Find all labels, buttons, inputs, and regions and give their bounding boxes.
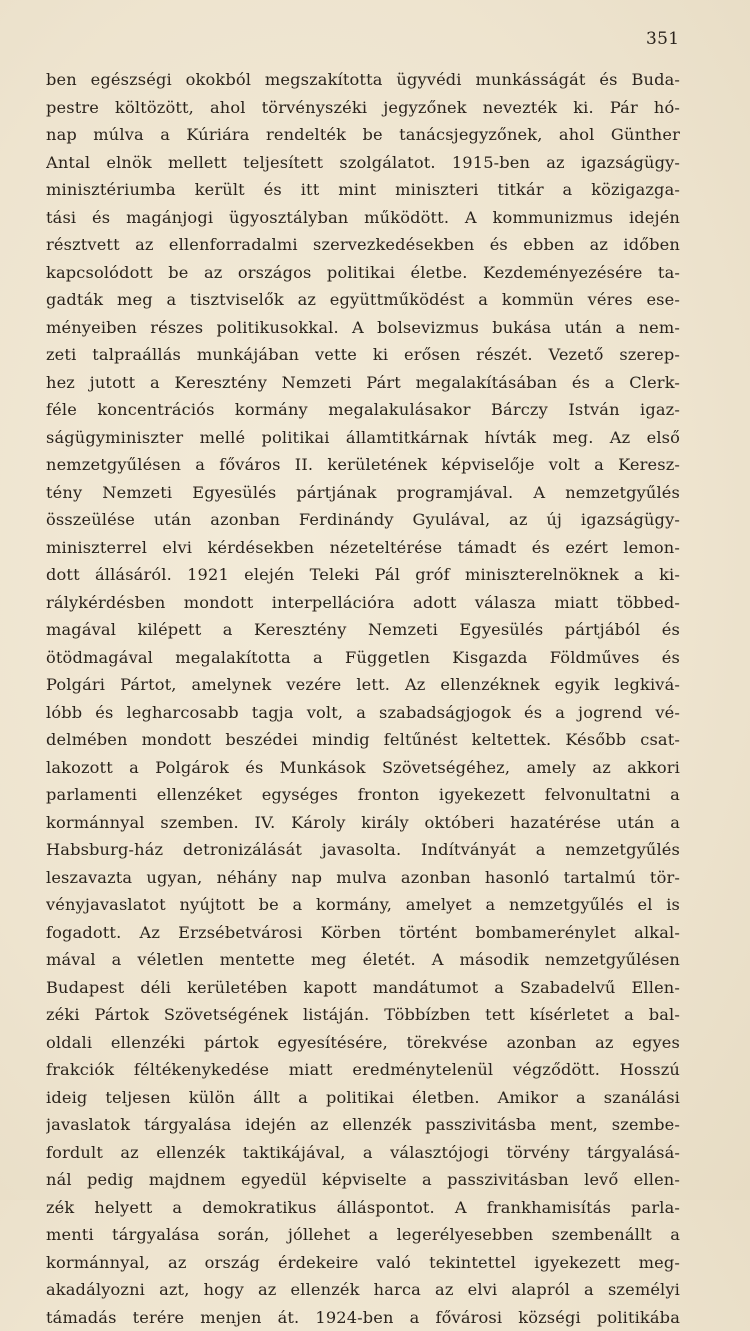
text-line: magával kilépett a Keresztény Nemzeti Egyesülés pártjából és [46, 616, 680, 644]
text-line: nap múlva a Kúriára rendelték be tanácsjegyzőnek, ahol Günther [46, 121, 680, 149]
page-number: 351 [646, 29, 679, 49]
text-line: Budapest déli kerületében kapott mandátumot a Szabadelvű Ellen- [46, 974, 680, 1002]
text-line: delmében mondott beszédei mindig feltűnést keltettek. Később csat- [46, 726, 680, 754]
text-line: Habsburg-ház detronizálását javasolta. Indítványát a nemzetgyűlés [46, 836, 680, 864]
text-line: pestre költözött, ahol törvényszéki jegyzőnek nevezték ki. Pár hó- [46, 94, 680, 122]
text-line: fogadott. Az Erzsébetvárosi Körben történt bombamerénylet alkal- [46, 919, 680, 947]
text-line: összeülése után azonban Ferdinándy Gyulával, az új igazságügy- [46, 506, 680, 534]
text-line: vényjavaslatot nyújtott be a kormány, amelyet a nemzetgyűlés el is [46, 891, 680, 919]
text-line: gadták meg a tisztviselők az együttműködést a kommün véres ese- [46, 286, 680, 314]
text-line: tény Nemzeti Egyesülés pártjának programjával. A nemzetgyűlés [46, 479, 680, 507]
text-line: javaslatok tárgyalása idején az ellenzék passzivitásba ment, szembe- [46, 1111, 680, 1139]
text-line: résztvett az ellenforradalmi szervezkedésekben és ebben az időben [46, 231, 680, 259]
text-line: Polgári Pártot, amelynek vezére lett. Az ellenzéknek egyik legkivá- [46, 671, 680, 699]
text-line: zéki Pártok Szövetségének listáján. Többízben tett kísérletet a bal- [46, 1001, 680, 1029]
text-line: ményeiben részes politikusokkal. A bolsevizmus bukása után a nem- [46, 314, 680, 342]
text-line: kapcsolódott be az országos politikai életbe. Kezdeményezésére ta- [46, 259, 680, 287]
text-line: miniszterrel elvi kérdésekben nézeteltérése támadt és ezért lemon- [46, 534, 680, 562]
text-line: zék helyett a demokratikus álláspontot. A frankhamisítás parla- [46, 1194, 680, 1222]
text-line: rálykérdésben mondott interpellációra adott válasza miatt többed- [46, 589, 680, 617]
text-line: lakozott a Polgárok és Munkások Szövetségéhez, amely az akkori [46, 754, 680, 782]
text-line: ságügyminiszter mellé politikai államtitkárnak hívták meg. Az első [46, 424, 680, 452]
text-line: oldali ellenzéki pártok egyesítésére, törekvése azonban az egyes [46, 1029, 680, 1057]
body-text [46, 66, 680, 1331]
text-line: leszavazta ugyan, néhány nap mulva azonban hasonló tartalmú tör- [46, 864, 680, 892]
text-line: parlamenti ellenzéket egységes fronton igyekezett felvonultatni a [46, 781, 680, 809]
text-line: kormánnyal, az ország érdekeire való tekintettel igyekezett meg- [46, 1249, 680, 1277]
text-line: támadás terére menjen át. 1924-ben a fővárosi községi politikába [46, 1304, 680, 1331]
text-line: lóbb és legharcosabb tagja volt, a szabadságjogok és a jogrend vé- [46, 699, 680, 727]
text-line: hez jutott a Keresztény Nemzeti Párt megalakításában és a Clerk- [46, 369, 680, 397]
text-line: akadályozni azt, hogy az ellenzék harca az elvi alapról a személyi [46, 1276, 680, 1304]
text-line: fordult az ellenzék taktikájával, a választójogi törvény tárgyalásá- [46, 1139, 680, 1167]
text-line: menti tárgyalása során, jóllehet a legerélyesebben szembenállt a [46, 1221, 680, 1249]
text-line: tási és magánjogi ügyosztályban működött. A kommunizmus idején [46, 204, 680, 232]
text-line: ben egészségi okokból megszakította ügyvédi munkásságát és Buda- [46, 66, 680, 94]
text-line: nál pedig majdnem egyedül képviselte a passzivitásban levő ellen- [46, 1166, 680, 1194]
text-line: Antal elnök mellett teljesített szolgálatot. 1915-ben az igazságügy- [46, 149, 680, 177]
text-line: mával a véletlen mentette meg életét. A második nemzetgyűlésen [46, 946, 680, 974]
text-line: ideig teljesen külön állt a politikai életben. Amikor a szanálási [46, 1084, 680, 1112]
text-line: frakciók féltékenykedése miatt eredménytelenül végződött. Hosszú [46, 1056, 680, 1084]
text-line: zeti talpraállás munkájában vette ki erősen részét. Vezető szerep- [46, 341, 680, 369]
text-line: nemzetgyűlésen a főváros II. kerületének képviselője volt a Keresz- [46, 451, 680, 479]
text-line: ötödmagával megalakította a Független Kisgazda Földműves és [46, 644, 680, 672]
text-line: féle koncentrációs kormány megalakulásakor Bárczy István igaz- [46, 396, 680, 424]
text-line: kormánnyal szemben. IV. Károly király októberi hazatérése után a [46, 809, 680, 837]
text-line: dott állásáról. 1921 elején Teleki Pál gróf miniszterelnöknek a ki- [46, 561, 680, 589]
text-line: minisztériumba került és itt mint miniszteri titkár a közigazga- [46, 176, 680, 204]
